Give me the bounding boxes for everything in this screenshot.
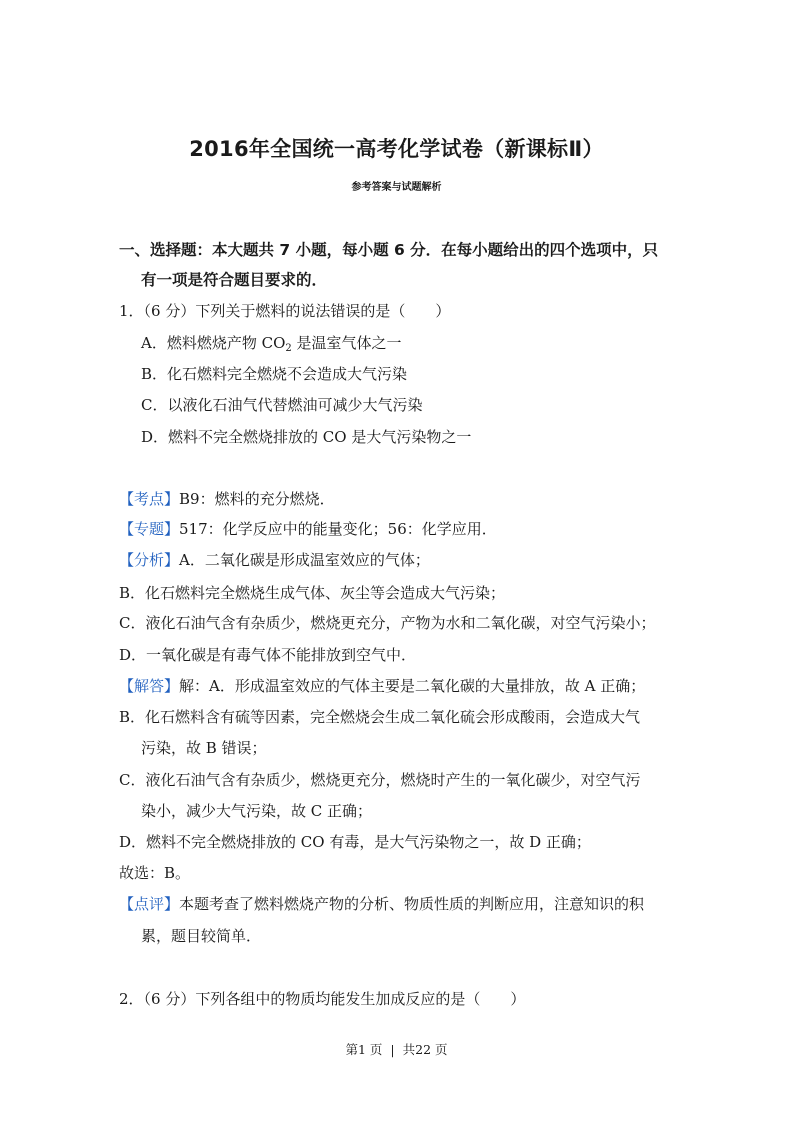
fenxi-b-line: B．化石燃料完全燃烧生成气体、灰尘等会造成大气污染；: [119, 584, 506, 602]
question-1-option-d: D．燃料不完全燃烧排放的 CO 是大气污染物之一: [141, 428, 472, 446]
jieda-a-text: 解：A．形成温室效应的气体主要是二氧化碳的大量排放，故 A 正确；: [179, 677, 646, 695]
option-a-subscript: 2: [285, 343, 292, 354]
question-1-option-a: [141, 332, 402, 353]
answer-line: 故选：B。: [119, 864, 191, 882]
jieda-c-line2: 染小，减少大气污染，故 C 正确；: [141, 802, 373, 820]
question-1-option-c: C．以液化石油气代替燃油可减少大气污染: [141, 396, 423, 414]
question-2-stem: 2．（6 分）下列各组中的物质均能发生加成反应的是（ ）: [119, 990, 526, 1008]
jieda-b-line1: B．化石燃料含有硫等因素，完全燃烧会生成二氧化硫会形成酸雨，会造成大气: [119, 708, 641, 726]
jieda-b-line2: 污染，故 B 错误；: [141, 739, 267, 757]
jieda-tag: 【解答】: [119, 677, 180, 695]
jieda-d-line: D．燃料不完全燃烧排放的 CO 有毒，是大气污染物之一，故 D 正确；: [119, 833, 591, 851]
footer-separator: |: [390, 1042, 395, 1057]
question-1-stem: 1．（6 分）下列关于燃料的说法错误的是（ ）: [119, 302, 451, 320]
zhuanti-tag: 【专题】: [119, 520, 180, 538]
kaodian-line: [119, 488, 335, 509]
dianping-line2: 累，题目较简单．: [141, 927, 262, 945]
fenxi-c-line: C．液化石油气含有杂质少，燃烧更充分，产物为水和二氧化碳，对空气污染小；: [119, 614, 656, 632]
fenxi-a-text: A．二氧化碳是形成温室效应的气体；: [179, 551, 430, 569]
fenxi-d-line: D．一氧化碳是有毒气体不能排放到空气中．: [119, 646, 417, 664]
zhuanti-line: [119, 518, 497, 539]
dianping-tag: 【点评】: [119, 895, 180, 913]
question-1-option-b: B．化石燃料完全燃烧不会造成大气污染: [141, 365, 408, 383]
page-subtitle: 参考答案与试题解析: [351, 182, 442, 193]
page-total: 共22 页: [402, 1042, 448, 1057]
page-number: 第1 页: [345, 1042, 383, 1057]
section-heading-line1: 一、选择题：本大题共 7 小题，每小题 6 分．在每小题给出的四个选项中，只: [119, 241, 659, 259]
jieda-c-line1: C．液化石油气含有杂质少，燃烧更充分，燃烧时产生的一氧化碳少，对空气污: [119, 771, 641, 789]
fenxi-tag: 【分析】: [119, 551, 180, 569]
page-title: 2016年全国统一高考化学试卷（新课标Ⅱ）: [189, 137, 604, 161]
fenxi-line: [119, 549, 430, 570]
option-a-text-end: 是温室气体之一: [291, 334, 402, 352]
kaodian-tag: 【考点】: [119, 490, 180, 508]
dianping-line: [119, 893, 644, 914]
page-footer: [0, 1040, 793, 1058]
kaodian-text: B9：燃料的充分燃烧．: [179, 490, 335, 508]
jieda-line: [119, 675, 645, 696]
dianping-text: 本题考查了燃料燃烧产物的分析、物质性质的判断应用，注意知识的积: [179, 895, 645, 913]
section-heading-line2: 有一项是符合题目要求的．: [141, 271, 328, 289]
zhuanti-text: 517：化学反应中的能量变化；56：化学应用．: [179, 520, 497, 538]
option-a-text: A．燃料燃烧产物 CO: [141, 334, 286, 352]
